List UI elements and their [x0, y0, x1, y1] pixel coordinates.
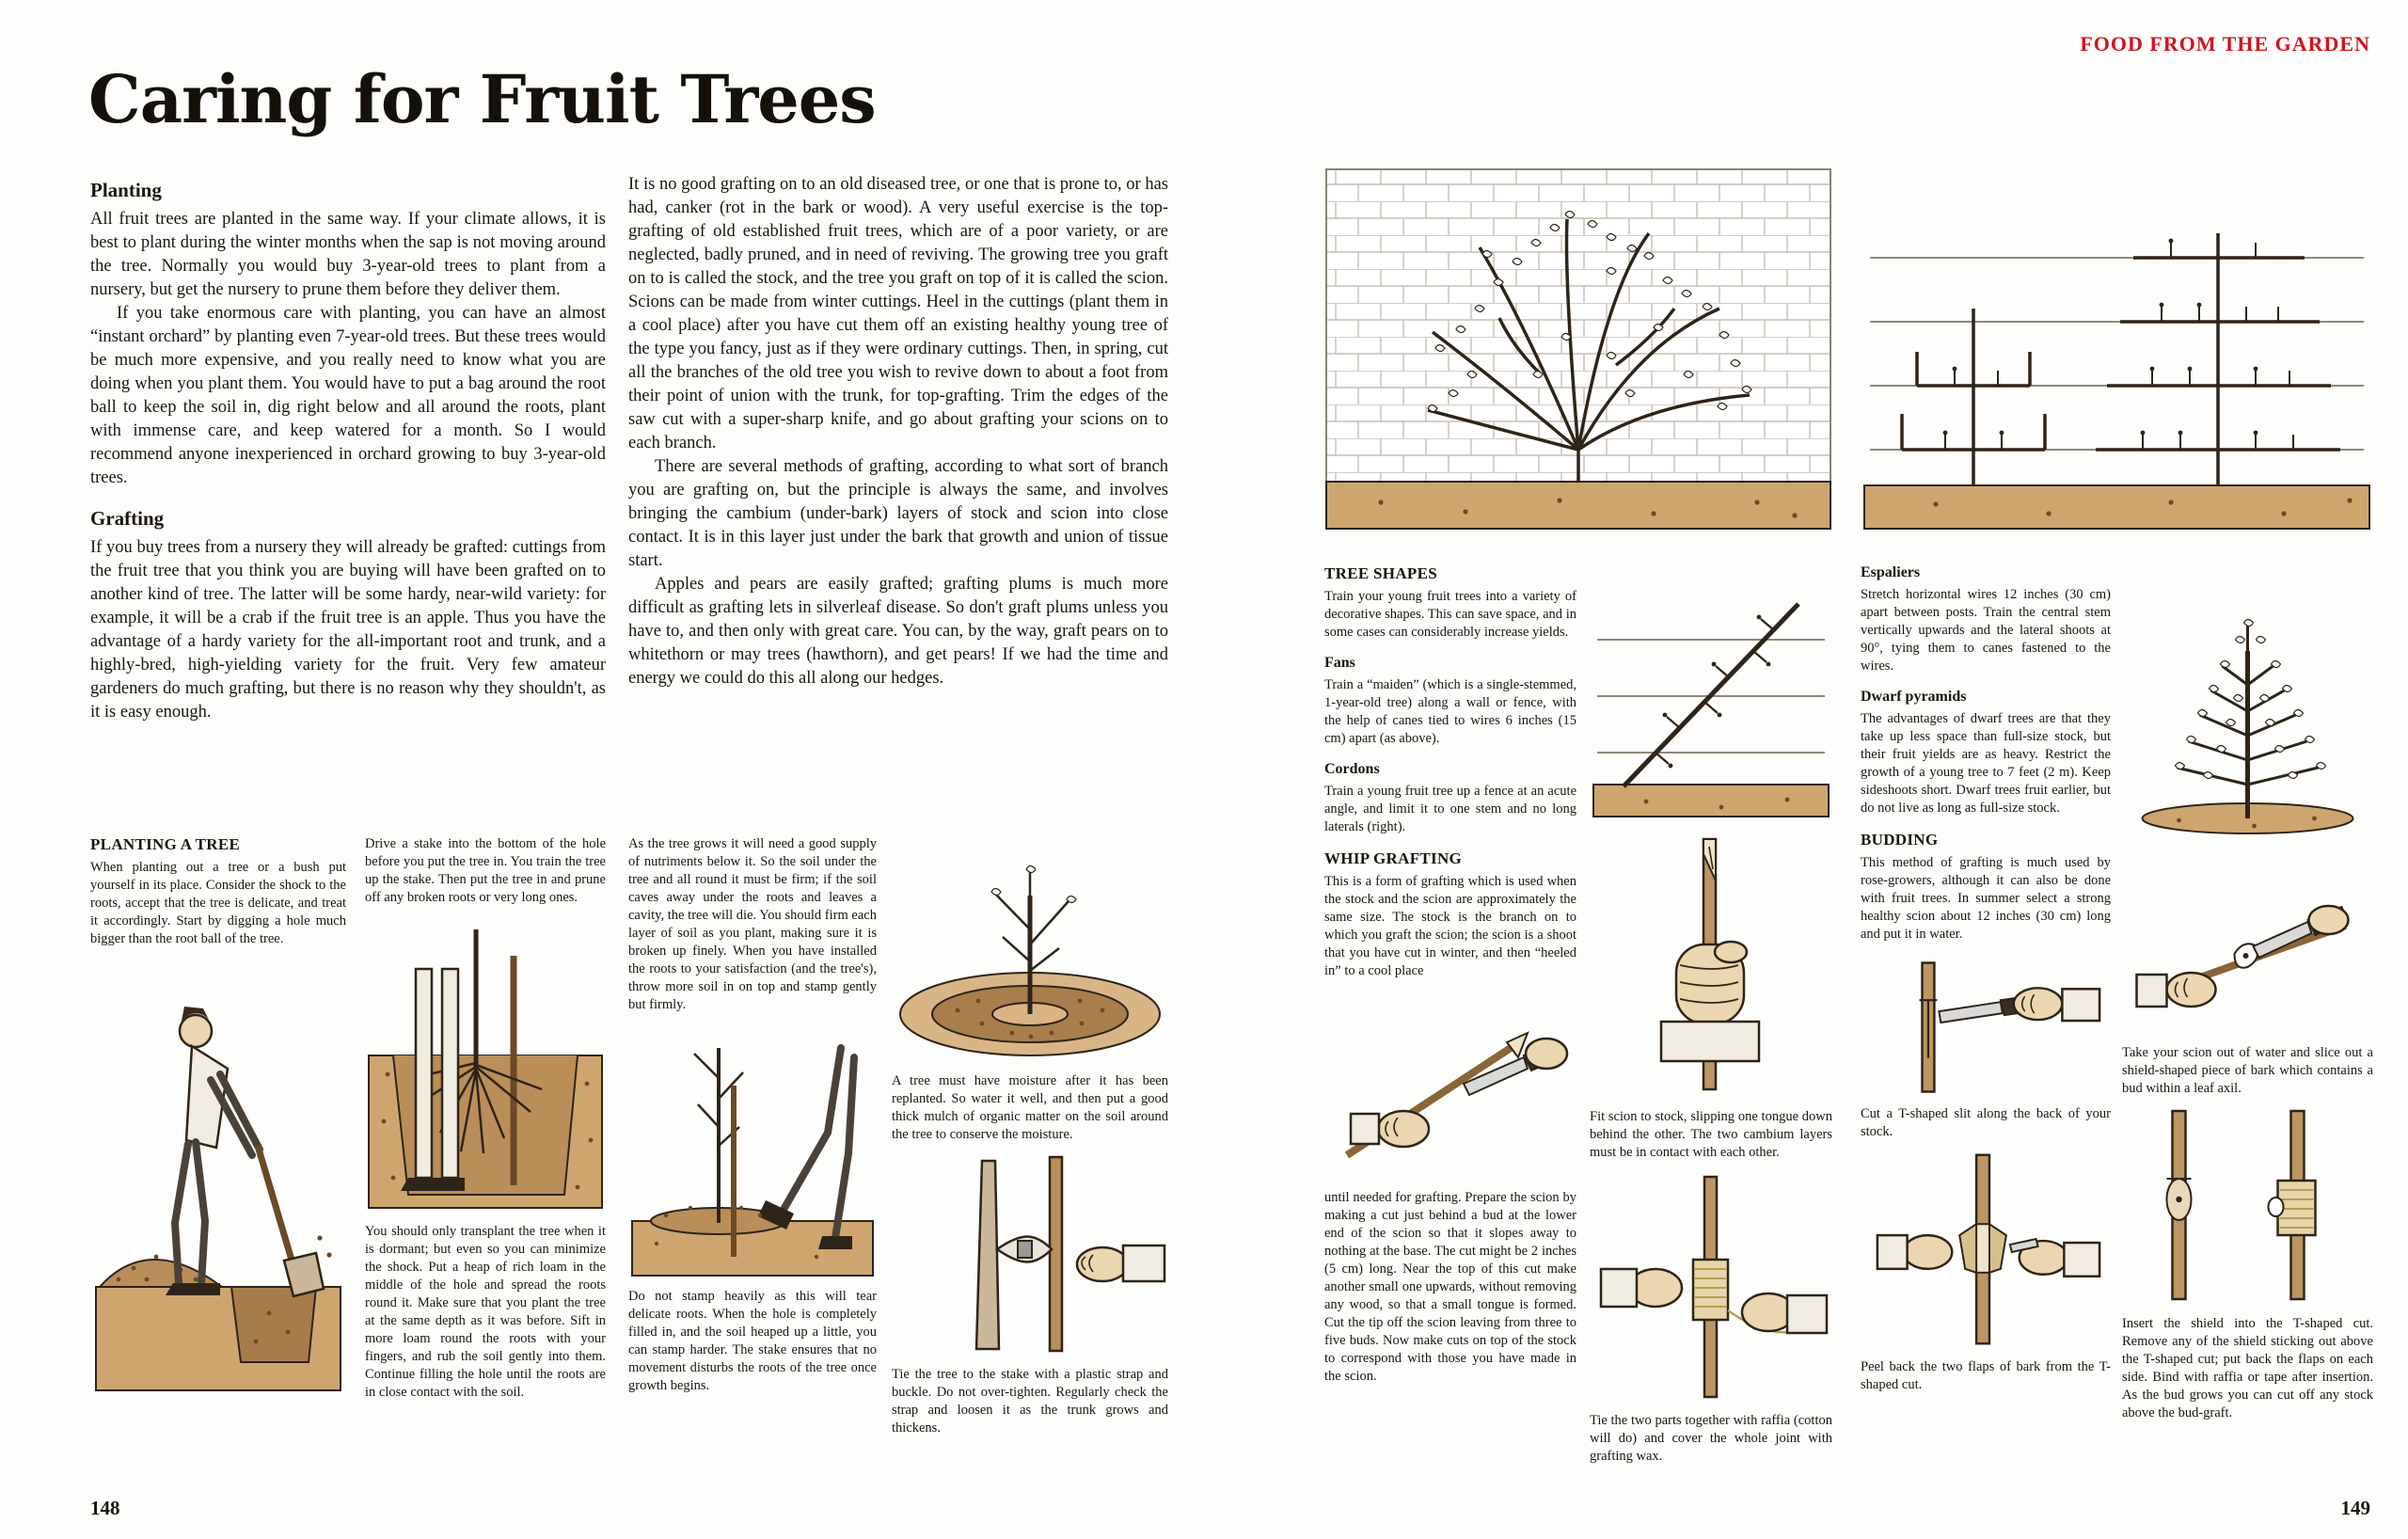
planting-a-tree-column-4: [892, 835, 1168, 1445]
illustration-bud-slicing: [2122, 849, 2373, 1037]
planting-caption-4: As the tree grows it will need a good supply of nutriments below it. So the soil under the tree and all round it must be firm; if the soil caves away under the roots and leaves a cavity, the tree will die. You should firm each layer of soil as you plant, making sure it is broken up finely. When you have installed the roots to your satisfaction (and the tree's), throw more soil in on top and stamp gently but firmly.: [628, 836, 877, 1012]
tree-shapes-heading: TREE SHAPES: [1324, 564, 1437, 582]
illustration-whip-cutting-hands: [1324, 993, 1576, 1182]
illustration-mulch-watering: [892, 839, 1168, 1065]
column-dwarf-budding-figures: [2122, 564, 2373, 1430]
illustration-inserting-shield: [2122, 1105, 2373, 1308]
take-scion-caption: Take your scion out of water and slice out a shield-shaped piece of bark which contains a bud within a leaf axil.: [2122, 1045, 2373, 1096]
tree-shapes-text: Train your young fruit trees into a variety of decorative shapes. This can save space, and in some cases can considerably increase yields.: [1324, 589, 1576, 640]
cordons-heading: Cordons: [1324, 761, 1380, 777]
planting-caption-2: Drive a stake into the bottom of the hole before you put the tree in. You train the tree up the stake. Then put the tree in and prune off any broken roots or very long ones.: [365, 836, 606, 905]
grafting-paragraph-2: It is no good grafting on to an old diseased tree, or one that is prone to, or has had, canker (rot in the bark or wood). A very useful exercise is the top-grafting of old established fruit trees, which are of a poor variety, or are neglected, badly pruned, and in need of reviving. The growing tree you graft on to is called the stock, and the tree you graft on top of it is called the scion. Scions can be made from winter cuttings. Heel in the cuttings (plant them in a cool place) after you have cut them off an existing healthy young tree of the type you fancy, just as if they were ordinary cuttings. Then, in spring, cut all the branches of the old tree you wish to revive down to about a foot from their point of union with the trunk, for top-grafting. Trim the edges of the saw cut with a super-sharp knife, and go about grafting your scions on to each branch.: [628, 175, 1168, 452]
illustration-fan-trained-tree: [1324, 167, 1832, 544]
grafting-paragraph: If you buy trees from a nursery they will already be grafted: cuttings from the fruit tree that you think you are buying will have been grafted on to another kind of tree. The latter will be some hardy, near-wild variety: for example, it will be a crab if the fruit tree is an apple. Thus you have the advantage of a hardy variety for the all-important root and trunk, and a highly-bred, high-yielding variety for the fruit. Very few amateur gardeners do much grafting, but there is no reason why they shouldn't, as it is easy enough.: [90, 538, 606, 722]
column-cordon-whip-figures: [1590, 564, 1832, 1473]
whip-grafting-heading: WHIP GRAFTING: [1324, 849, 1463, 867]
planting-caption-7: Tie the tree to the stake with a plastic strap and buckle. Do not over-tighten. Regularly check the strap and loosen it as the trunk grows and thickens.: [892, 1367, 1168, 1436]
illustration-dwarf-pyramid-tree: [2122, 568, 2373, 841]
planting-caption-5: Do not stamp heavily as this will tear delicate roots. When the hole is completely filled in, and the soil heaped up a little, you can stamp harder. The stake ensures that no movement disturbs the roots of the tree once growth begins.: [628, 1289, 877, 1393]
cordons-text: Train a young fruit tree up a fence at an acute angle, and limit it to one stem and no long laterals (right).: [1324, 784, 1576, 834]
espaliers-heading: Espaliers: [1861, 564, 1921, 580]
page-number-right: 149: [2340, 1497, 2370, 1519]
illustration-firming-soil: [628, 1022, 877, 1280]
dwarf-pyramids-heading: Dwarf pyramids: [1861, 689, 1967, 705]
whip-grafting-text-2: until needed for grafting. Prepare the scion by making a cut just behind a bud at the lower end of the scion so that it slopes away to nothing at the base. The cut might be 2 inches (5 cm) long. Near the top of this cut make another small one upwards, without removing any wood, so that a small tongue is formed. Cut the tip off the scion leaving from three to five buds. Now make cuts on top of the stock to correspond with those you have made in the scion.: [1324, 1190, 1576, 1384]
illustration-tying-strap: [892, 1151, 1168, 1358]
column-grafting-continued: [628, 173, 1168, 690]
dwarf-pyramids-text: The advantages of dwarf trees are that they take up less space than full-size stock, but their fruit yields are as heavy. Restrict the growth of a young tree to 7 feet (2 m). Keep sideshoots short. Dwarf trees fruit earlier, but do not live as long as full-size stock.: [1861, 711, 2111, 816]
illustration-root-ball: [365, 914, 606, 1215]
peel-caption: Peel back the two flaps of bark from the T-shaped cut.: [1861, 1359, 2111, 1392]
fans-text: Train a “maiden” (which is a single-stemmed, 1-year-old tree) along a wall or fence, with the help of canes tied to wires 6 inches (15 cm) apart (as above).: [1324, 677, 1576, 746]
illustration-t-cut: [1861, 957, 2111, 1098]
illustration-peeling-bark: [1861, 1149, 2111, 1351]
planting-caption-1: When planting out a tree or a bush put yourself in its place. Consider the shock to the roots, accept that the tree is delicate, and treat it accordingly. Start by digging a hole much bigger than the root ball of the tree.: [90, 860, 346, 946]
fans-heading: Fans: [1324, 655, 1355, 671]
tie-raffia-caption: Tie the two parts together with raffia (cotton will do) and cover the whole joint with grafting wax.: [1590, 1413, 1832, 1464]
page-title: Caring for Fruit Trees: [88, 60, 876, 138]
planting-a-tree-column-1: [90, 835, 346, 1405]
planting-a-tree-heading: PLANTING A TREE: [90, 835, 241, 853]
grafting-heading: Grafting: [90, 507, 165, 530]
illustration-cordon: [1590, 568, 1832, 820]
illustration-digging-hole: [90, 956, 346, 1398]
planting-paragraph-2: If you take enormous care with planting, you can have an almost “instant orchard” by planting even 7-year-old trees. But these trees would be much more expensive, and you really need to know what you are doing when you plant them. You would have to put a bag around the root ball to keep the soil in, dig right below and all around the roots, plant with immense care, and keep watered for a month. So I would recommend anyone inexperienced in orchard growing to buy 3-year-old trees.: [90, 304, 606, 487]
grafting-paragraph-4: Apples and pears are easily grafted; grafting plums is much more difficult as grafting lets in silverleaf disease. So don't graft plums unless you have to, and then only with great care. You can, by the way, graft pears on to whitethorn or may trees (hawthorn), and get pears! If we had the time and energy we could do this all along our hedges.: [628, 575, 1168, 688]
planting-caption-6: A tree must have moisture after it has been replanted. So water it well, and then put a good thick mulch of organic matter on the soil around the tree to conserve the moisture.: [892, 1073, 1168, 1142]
column-espaliers-budding: [1861, 564, 2111, 1402]
budding-text: This method of grafting is much used by rose-growers, although it can also be done with fruit trees. In summer select a strong healthy scion about 12 inches (30 cm) long and put it in water.: [1861, 855, 2111, 942]
planting-paragraph-1: All fruit trees are planted in the same way. If your climate allows, it is best to plant during the winter months when the sap is not moving around the tree. Normally you would buy 3-year-old trees to plant from a nursery, but get the nursery to prune them before they deliver them.: [90, 210, 606, 299]
planting-heading: Planting: [90, 179, 162, 201]
column-tree-shapes: [1324, 564, 1576, 1393]
planting-a-tree-column-3: [628, 835, 877, 1403]
illustration-binding-raffia: [1590, 1169, 1832, 1404]
insert-shield-caption: Insert the shield into the T-shaped cut. Remove any of the shield sticking out above the T-shaped cut; put back the flaps on each side. Bind with raffia or tape after insertion. As the bud grows you can cut off any stock above the bud-graft.: [2122, 1316, 2373, 1420]
planting-a-tree-column-2: [365, 835, 606, 1409]
illustration-holding-stock: [1590, 828, 1832, 1101]
column-planting-grafting: [90, 179, 606, 724]
grafting-paragraph-3: There are several methods of grafting, according to what sort of branch you are grafting on, but the principle is always the same, and involves bringing the cambium (under-bark) layers of stock and scion into close contact. It is in this layer just under the bark that growth and union of tissue start.: [628, 457, 1168, 570]
espaliers-text: Stretch horizontal wires 12 inches (30 cm) apart between posts. Train the central stem vertically upwards and the lateral shoots at 90°, tying them to canes fastened to the wires.: [1861, 587, 2111, 674]
page-number-left: 148: [90, 1497, 120, 1519]
running-head: FOOD FROM THE GARDEN: [2080, 32, 2370, 56]
whip-grafting-text-1: This is a form of grafting which is used when the stock and the scion are approximately the same size. The stock is the branch on to which you graft the scion; the scion is a shoot that you have cut in winter, and then “heeled in” to a cool place: [1324, 874, 1576, 978]
budding-heading: BUDDING: [1861, 831, 1939, 849]
planting-caption-3: You should only transplant the tree when it is dormant; but even so you can minimize the shock. Put a heap of rich loam in the middle of the hole and spread the roots round it. Make sure that you plant the tree at the same depth as it was before. Sift in more loam round the roots with your fingers, and rub the soil gently into them. Continue filling the hole until the roots are in close contact with the soil.: [365, 1224, 606, 1400]
fit-scion-caption: Fit scion to stock, slipping one tongue down behind the other. The two cambium layers must be in contact with each other.: [1590, 1109, 1832, 1160]
illustration-espalier-trees: [1861, 167, 2373, 544]
t-cut-caption: Cut a T-shaped slit along the back of your stock.: [1861, 1106, 2111, 1139]
